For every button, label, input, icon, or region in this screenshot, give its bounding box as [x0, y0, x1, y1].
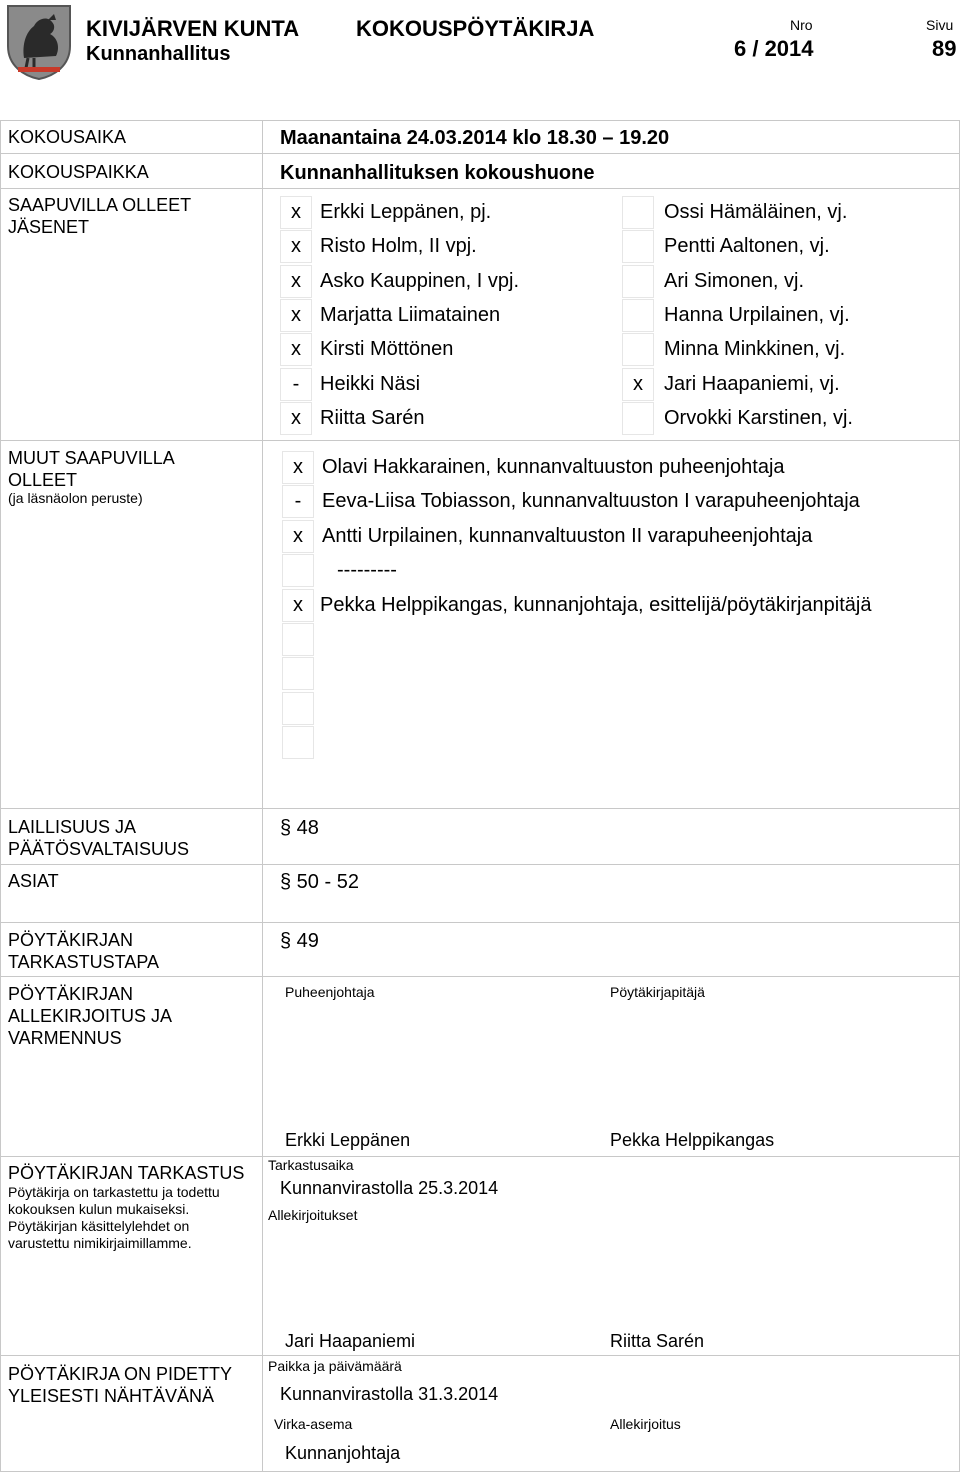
- substitute-attendance-mark: [622, 402, 654, 435]
- divider: [0, 864, 960, 865]
- divider: [0, 808, 960, 809]
- others-label: MUUT SAAPUVILLA OLLEET: [8, 448, 174, 490]
- empty-mark-box: [282, 657, 314, 690]
- substitute-attendance-mark: [622, 333, 654, 366]
- empty-mark-box: [282, 623, 314, 656]
- review-note: Pöytäkirja on tarkastettu ja todettu kokouksen kulun mukaiseksi. Pöytäkirjan käsittelylehdet on varustettu nimikirjaimillamme.: [8, 1184, 220, 1251]
- check-method-value: § 49: [280, 930, 319, 952]
- chair-label: Puheenjohtaja: [285, 984, 375, 1000]
- secretary-label: Pöytäkirjapitäjä: [610, 984, 705, 1000]
- organ-name: Kunnanhallitus: [86, 43, 231, 65]
- public-place-value: Kunnanvirastolla 31.3.2014: [280, 1384, 499, 1404]
- review-time-value: Kunnanvirastolla 25.3.2014: [280, 1178, 499, 1198]
- review-signatures-label: Allekirjoitukset: [268, 1207, 358, 1223]
- signing-label: PÖYTÄKIRJAN ALLEKIRJOITUS JA VARMENNUS: [8, 984, 172, 1048]
- attendance-mark: x: [280, 230, 312, 263]
- attendance-mark: x: [280, 299, 312, 332]
- empty-mark-box: [282, 692, 314, 725]
- substitute-name: Pentti Aaltonen, vj.: [664, 235, 830, 257]
- substitute-attendance-mark: [622, 265, 654, 298]
- substitute-name: Hanna Urpilainen, vj.: [664, 304, 850, 326]
- member-name: Riitta Sarén: [320, 407, 425, 429]
- divider: [0, 1156, 960, 1157]
- attendance-mark: -: [280, 368, 312, 401]
- legality-value: § 48: [280, 817, 319, 839]
- attendance-mark: x: [282, 451, 314, 484]
- substitute-name: Orvokki Karstinen, vj.: [664, 407, 853, 429]
- attendance-mark: [282, 554, 314, 587]
- other-attendee: Olavi Hakkarainen, kunnanvaltuuston puheenjohtaja: [322, 456, 785, 478]
- member-name: Risto Holm, II vpj.: [320, 235, 477, 257]
- signature-label: Allekirjoitus: [610, 1416, 681, 1432]
- number-label: Nro: [790, 17, 813, 33]
- coat-of-arms-logo: [4, 4, 74, 80]
- divider: [0, 1355, 960, 1356]
- other-attendee: Antti Urpilainen, kunnanvaltuuston II varapuheenjohtaja: [322, 525, 813, 547]
- attendance-mark: x: [280, 333, 312, 366]
- member-name: Heikki Näsi: [320, 373, 421, 395]
- review-label: PÖYTÄKIRJAN TARKASTUS: [8, 1163, 245, 1183]
- attendance-mark: -: [282, 485, 314, 518]
- attendance-mark: x: [282, 589, 314, 622]
- divider: [0, 440, 960, 441]
- review-time-label: Tarkastusaika: [268, 1157, 354, 1173]
- meeting-place-label: KOKOUSPAIKKA: [8, 162, 149, 182]
- divider: [0, 153, 960, 154]
- page-number: 89: [932, 36, 957, 61]
- divider: [0, 1471, 960, 1472]
- items-label: ASIAT: [8, 871, 59, 891]
- substitute-name: Jari Haapaniemi, vj.: [664, 373, 840, 395]
- member-name: Erkki Leppänen, pj.: [320, 201, 492, 223]
- meeting-time-label: KOKOUSAIKA: [8, 127, 127, 147]
- meeting-time-value: Maanantaina 24.03.2014 klo 18.30 – 19.20: [280, 127, 670, 149]
- page-label: Sivu: [926, 17, 954, 33]
- legality-label: LAILLISUUS JA PÄÄTÖSVALTAISUUS: [8, 817, 190, 859]
- substitute-attendance-mark: [622, 230, 654, 263]
- attendance-mark: x: [280, 265, 312, 298]
- members-label: SAAPUVILLA OLLEET JÄSENET: [8, 195, 191, 237]
- secretary-name: Pekka Helppikangas: [610, 1130, 775, 1150]
- member-name: Asko Kauppinen, I vpj.: [320, 270, 520, 292]
- public-label: PÖYTÄKIRJA ON PIDETTY YLEISESTI NÄHTÄVÄNÄ: [8, 1364, 232, 1406]
- attendance-mark: x: [280, 402, 312, 435]
- substitute-attendance-mark: [622, 299, 654, 332]
- position-label: Virka-asema: [274, 1416, 353, 1432]
- chair-name: Erkki Leppänen: [285, 1130, 411, 1150]
- divider: [0, 976, 960, 977]
- check-method-label: PÖYTÄKIRJAN TARKASTUSTAPA: [8, 930, 160, 972]
- items-value: § 50 - 52: [280, 871, 359, 893]
- other-attendee: Eeva-Liisa Tobiasson, kunnanvaltuuston I varapuheenjohtaja: [322, 490, 860, 512]
- reviewer-1-name: Jari Haapaniemi: [285, 1331, 416, 1351]
- column-divider: [262, 120, 263, 1472]
- substitute-name: Ari Simonen, vj.: [664, 270, 805, 292]
- others-sublabel: (ja läsnäolon peruste): [8, 490, 143, 506]
- substitute-name: Ossi Hämäläinen, vj.: [664, 201, 848, 223]
- divider: [0, 922, 960, 923]
- substitute-attendance-mark: x: [622, 368, 654, 401]
- member-name: Kirsti Möttönen: [320, 338, 454, 360]
- divider: [0, 188, 960, 189]
- number-value: 6 / 2014: [734, 36, 814, 61]
- other-attendee: ---------: [337, 559, 397, 581]
- substitute-name: Minna Minkkinen, vj.: [664, 338, 846, 360]
- empty-mark-box: [282, 726, 314, 759]
- member-name: Marjatta Liimatainen: [320, 304, 501, 326]
- divider: [0, 120, 960, 121]
- other-attendee: Pekka Helppikangas, kunnanjohtaja, esittelijä/pöytäkirjanpitäjä: [320, 594, 872, 616]
- attendance-mark: x: [282, 520, 314, 553]
- reviewer-2-name: Riitta Sarén: [610, 1331, 705, 1351]
- meeting-place-value: Kunnanhallituksen kokoushuone: [280, 162, 595, 184]
- substitute-attendance-mark: [622, 196, 654, 229]
- organization-name: KIVIJÄRVEN KUNTA: [86, 16, 300, 41]
- document-type: KOKOUSPÖYTÄKIRJA: [356, 16, 595, 41]
- public-place-label: Paikka ja päivämäärä: [268, 1358, 402, 1374]
- attendance-mark: x: [280, 196, 312, 229]
- column-divider: [0, 120, 1, 1472]
- position-value: Kunnanjohtaja: [285, 1443, 401, 1463]
